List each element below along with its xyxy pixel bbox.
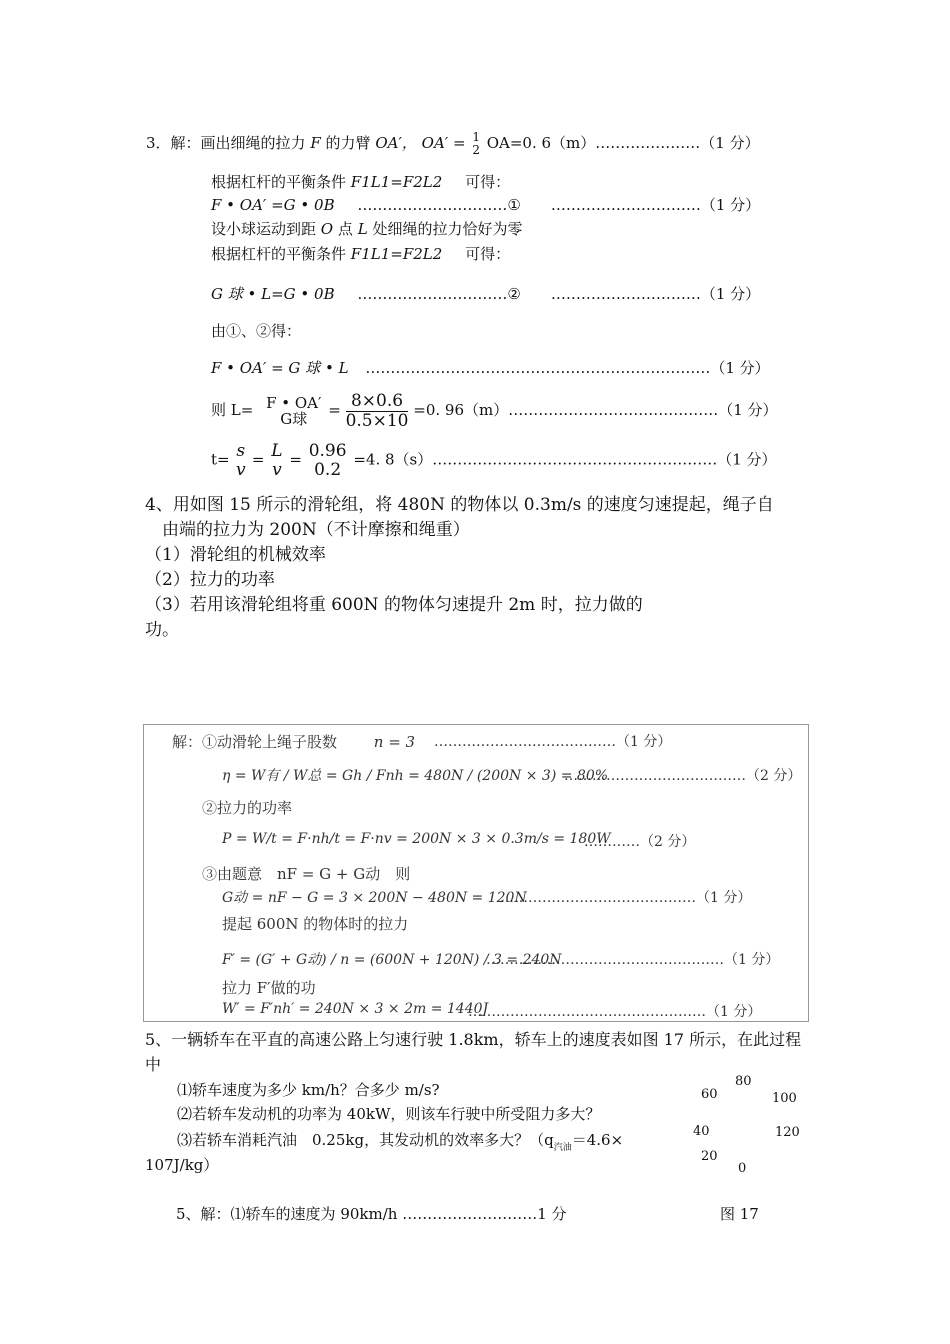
q5-line6: 107J/kg） xyxy=(145,1156,219,1174)
sol-row5: ③由题意 nF = G + G动 则 xyxy=(202,865,411,883)
sol-row2: η = W有 / W总 = Gh / Fnh = 480N / (200N × 3) = 80% xyxy=(222,768,609,784)
q4-line6: 功。 xyxy=(145,620,179,640)
q3-line4: 设小球运动到距 O 点 L 处细绳的拉力恰好为零 xyxy=(211,220,523,238)
fraction-numeric: $\frac{8\times 0.6}{0.5\times 10}$ xyxy=(345,391,409,431)
sol-row9: 拉力 F′做的功 xyxy=(222,979,316,997)
q3-line7: 由①、②得： xyxy=(211,322,302,340)
q4-line3: （1）滑轮组的机械效率 xyxy=(145,545,326,565)
sol-row8: F′ = (G′ + G动) / n = (600N + 120N) / 3 = 240N xyxy=(222,952,562,968)
sol-row3: ②拉力的功率 xyxy=(202,799,293,817)
q3-line6: G 球 • L=G • 0B …………………………② …………………………（1 分） xyxy=(211,285,761,303)
q5-line1: 5、一辆轿车在平直的高速公路上匀速行驶 1.8km，轿车上的速度表如图 17 所示，在此过程 xyxy=(145,1030,802,1049)
sol-row1: 解：①动滑轮上绳子股数 n = 3 xyxy=(172,733,416,751)
sol-row6-dots: ……………………………………（1 分） xyxy=(500,890,752,906)
sol-row10: W′ = F′nh′ = 240N × 3 × 2m = 1440J xyxy=(222,1001,489,1017)
q4-line5: （3）若用该滑轮组将重 600N 的物体匀速提升 2m 时，拉力做的 xyxy=(145,595,643,615)
solution-box xyxy=(143,724,809,1022)
speed-tick-0: 0 xyxy=(738,1161,747,1176)
fraction-F-OA: F • OA′ G球 xyxy=(266,393,322,429)
q3-line8: F • OA′ = G 球 • L ……………………………………………………………（1 分） xyxy=(211,359,770,377)
half-fraction: 1 2 xyxy=(472,130,480,158)
q3-line5: 根据杠杆的平衡条件 F1L1=F2L2 可得： xyxy=(211,245,511,263)
sol-row10-dots: ……………………………………………（1 分） xyxy=(468,1004,762,1020)
sol-row4: P = W/t = F·nh/t = F·nv = 200N × 3 × 0.3m/s = 180W xyxy=(222,831,611,847)
fraction-time: 0.96 0.2 xyxy=(308,441,347,480)
q5-line3: ⑴轿车速度为多少 km/h？合多少 m/s? xyxy=(177,1081,440,1099)
q3-line3: F • OA′ =G • 0B …………………………① …………………………（1 分） xyxy=(211,196,761,214)
q3-line9: 则 L= F • OA′ G球 = $\frac{8\times 0.6}{0.5\times 10}$ =0. 96（m）……………………………………（1 分） xyxy=(211,391,778,431)
speed-tick-100: 100 xyxy=(772,1091,797,1106)
speed-tick-60: 60 xyxy=(701,1087,718,1102)
q4-line1: 4、用如图 15 所示的滑轮组，将 480N 的物体以 0.3m/s 的速度匀速提起，绳子自 xyxy=(145,495,774,515)
fraction-s-v: s v xyxy=(235,441,246,480)
speed-tick-80: 80 xyxy=(735,1074,752,1089)
speed-tick-40: 40 xyxy=(693,1124,710,1139)
speed-tick-120: 120 xyxy=(775,1125,800,1140)
q5-line5: ⑶若轿车消耗汽油 0.25kg，其发动机的效率多大？（$q_{汽油}=4.6\times$ xyxy=(177,1131,624,1153)
sol-row2-dots: …………………………………（2 分） xyxy=(564,768,802,784)
sol-row1-dots: …………………………………（1 分） xyxy=(434,734,672,750)
figure-caption: 图 17 xyxy=(720,1205,759,1223)
q5-line2: 中 xyxy=(145,1055,162,1074)
sol-row7: 提起 600N 的物体时的拉力 xyxy=(222,915,409,933)
q5-line4: ⑵若轿车发动机的功率为 40kW，则该车行驶中所受阻力多大？ xyxy=(177,1105,601,1123)
q5-solution: 5、解：⑴轿车的速度为 90km/h ………………………1 分 xyxy=(176,1205,567,1223)
q4-line2: 由端的拉力为 200N（不计摩擦和绳重） xyxy=(162,520,470,540)
fraction-L-v: L v xyxy=(271,441,283,480)
sol-row4-dots: …………（2 分） xyxy=(584,834,696,850)
q3-line1: 3．解：画出细绳的拉力 F 的力臂 OA′， OA′ = 1 2 OA=0. 6（m）…………………（1 分） xyxy=(146,130,760,158)
speed-tick-20: 20 xyxy=(701,1149,718,1164)
q4-line4: （2）拉力的功率 xyxy=(145,570,275,590)
q3-line10: t= s v = L v = 0.96 0.2 =4. 8（s）…………………………………………………（1 分） xyxy=(211,441,777,480)
sol-row8-dots: ……………………………………………（1 分） xyxy=(486,952,780,968)
sol-row6: G动 = nF − G = 3 × 200N − 480N = 120N xyxy=(222,890,527,906)
q3-line2: 根据杠杆的平衡条件 F1L1=F2L2 可得： xyxy=(211,173,511,191)
